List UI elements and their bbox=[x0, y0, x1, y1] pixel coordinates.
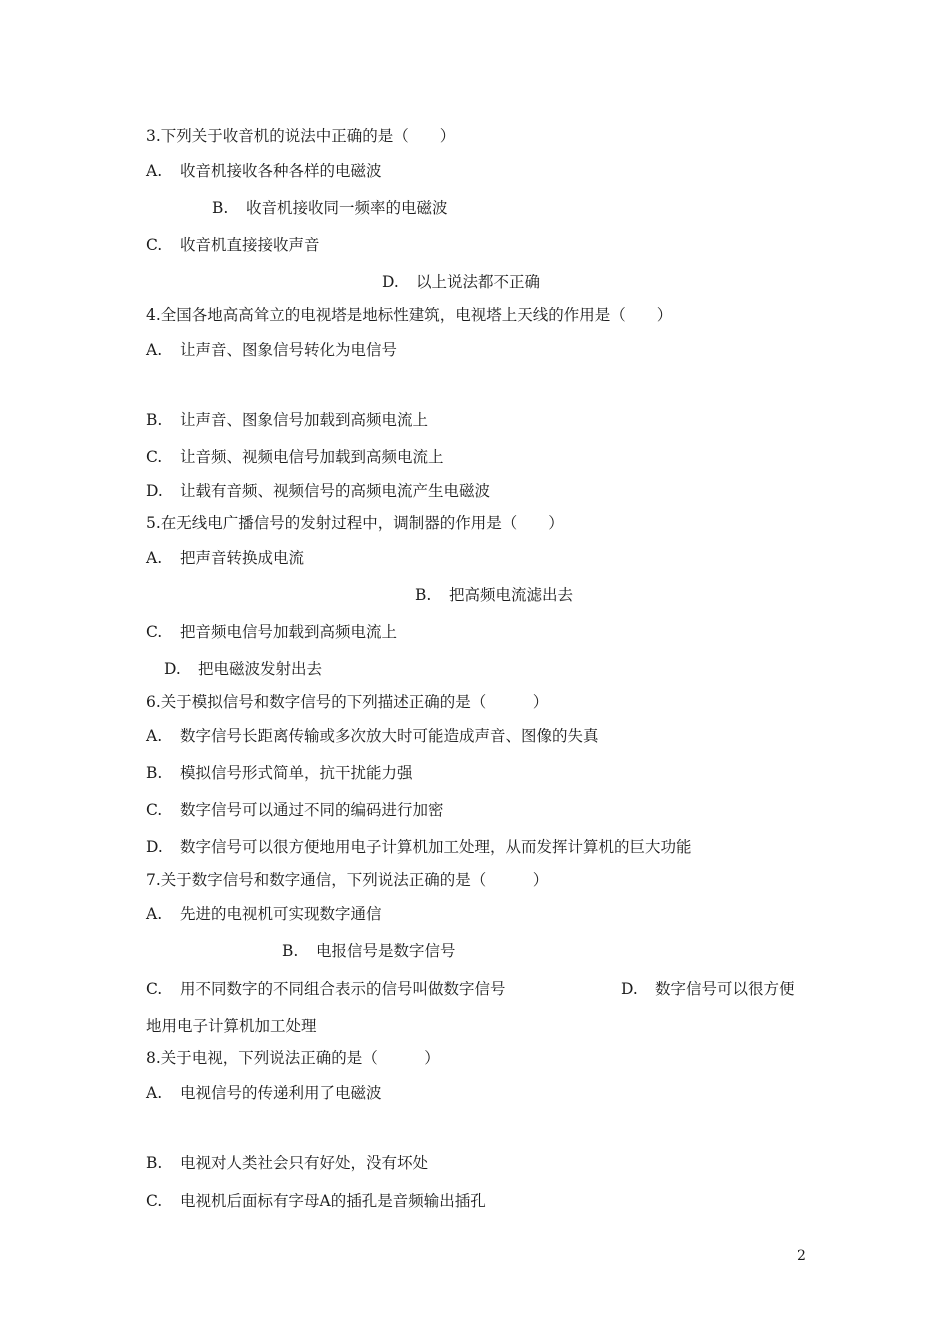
question-5-option-a bbox=[146, 548, 304, 568]
question-3-option-c bbox=[146, 235, 320, 255]
option-text: 数字信号可以很方便地用电子计算机加工处理，从而发挥计算机的巨大功能 bbox=[180, 838, 692, 856]
option-letter: C. bbox=[146, 448, 163, 466]
option-letter: B. bbox=[146, 411, 163, 429]
option-text: 电报信号是数字信号 bbox=[316, 942, 456, 960]
option-letter: B. bbox=[282, 942, 299, 960]
question-6-option-b bbox=[146, 763, 413, 783]
option-text: 数字信号可以很方便 bbox=[655, 980, 795, 998]
option-text: 收音机接收同一频率的电磁波 bbox=[246, 199, 448, 217]
question-7-stem: 7.关于数字信号和数字通信，下列说法正确的是（ ） bbox=[146, 871, 549, 889]
question-5-option-c bbox=[146, 622, 397, 642]
question-5-option-b bbox=[415, 585, 573, 605]
question-3-stem: 3.下列关于收音机的说法中正确的是（ ） bbox=[146, 127, 456, 145]
question-3-option-b bbox=[212, 198, 448, 218]
option-text: 让载有音频、视频信号的高频电流产生电磁波 bbox=[180, 482, 491, 500]
question-5-option-d bbox=[164, 659, 322, 679]
option-text: 让音频、视频电信号加载到高频电流上 bbox=[180, 448, 444, 466]
option-text: 用不同数字的不同组合表示的信号叫做数字信号 bbox=[180, 980, 506, 998]
question-4-option-d bbox=[146, 481, 490, 501]
question-7-option-d bbox=[621, 979, 795, 999]
question-3-option-a bbox=[146, 161, 382, 181]
option-text: 模拟信号形式简单，抗干扰能力强 bbox=[180, 764, 413, 782]
option-text: 把声音转换成电流 bbox=[180, 549, 305, 567]
question-7-option-d-continuation: 地用电子计算机加工处理 bbox=[146, 1017, 317, 1035]
option-text: 数字信号长距离传输或多次放大时可能造成声音、图像的失真 bbox=[180, 727, 599, 745]
option-text: 电视对人类社会只有好处，没有坏处 bbox=[180, 1154, 429, 1172]
option-letter: D. bbox=[146, 838, 163, 856]
option-text: 把音频电信号加载到高频电流上 bbox=[180, 623, 398, 641]
question-4-option-c bbox=[146, 447, 444, 467]
option-letter: D. bbox=[146, 482, 163, 500]
option-letter: D. bbox=[382, 273, 399, 291]
question-4-option-a bbox=[146, 340, 397, 360]
question-6-option-c bbox=[146, 800, 444, 820]
option-letter: C. bbox=[146, 623, 163, 641]
question-7-option-a bbox=[146, 904, 382, 924]
option-text: 先进的电视机可实现数字通信 bbox=[180, 905, 382, 923]
option-letter: B. bbox=[415, 586, 432, 604]
option-letter: D. bbox=[164, 660, 181, 678]
option-letter: C. bbox=[146, 980, 163, 998]
option-letter: B. bbox=[146, 1154, 163, 1172]
option-text: 电视信号的传递利用了电磁波 bbox=[180, 1084, 382, 1102]
option-text: 让声音、图象信号转化为电信号 bbox=[180, 341, 398, 359]
option-letter: A. bbox=[146, 905, 163, 923]
option-letter: A. bbox=[146, 1084, 163, 1102]
option-text: 把高频电流滤出去 bbox=[449, 586, 574, 604]
option-text: 把电磁波发射出去 bbox=[198, 660, 323, 678]
question-6-option-a bbox=[146, 726, 599, 746]
question-8-option-a bbox=[146, 1083, 382, 1103]
question-3-option-d bbox=[382, 272, 540, 292]
option-text: 收音机接收各种各样的电磁波 bbox=[180, 162, 382, 180]
question-4-option-b bbox=[146, 410, 428, 430]
question-8-option-b bbox=[146, 1153, 428, 1173]
option-letter: C. bbox=[146, 801, 163, 819]
option-letter: A. bbox=[146, 727, 163, 745]
page-number: 2 bbox=[797, 1248, 806, 1264]
question-8-option-c bbox=[146, 1191, 486, 1211]
option-letter: C. bbox=[146, 236, 163, 254]
option-letter: D. bbox=[621, 980, 638, 998]
question-6-stem: 6.关于模拟信号和数字信号的下列描述正确的是（ ） bbox=[146, 693, 549, 711]
option-letter: C. bbox=[146, 1192, 163, 1210]
option-text: 以上说法都不正确 bbox=[416, 273, 541, 291]
question-7-option-b bbox=[282, 941, 456, 961]
question-8-stem: 8.关于电视，下列说法正确的是（ ） bbox=[146, 1049, 440, 1067]
option-letter: B. bbox=[212, 199, 229, 217]
question-4-stem: 4.全国各地高高耸立的电视塔是地标性建筑，电视塔上天线的作用是（ ） bbox=[146, 306, 673, 324]
option-text: 让声音、图象信号加载到高频电流上 bbox=[180, 411, 429, 429]
option-letter: A. bbox=[146, 549, 163, 567]
option-text: 数字信号可以通过不同的编码进行加密 bbox=[180, 801, 444, 819]
question-5-stem: 5.在无线电广播信号的发射过程中，调制器的作用是（ ） bbox=[146, 514, 564, 532]
option-text: 收音机直接接收声音 bbox=[180, 236, 320, 254]
question-7-option-c bbox=[146, 979, 506, 999]
option-letter: B. bbox=[146, 764, 163, 782]
option-letter: A. bbox=[146, 341, 163, 359]
option-text: 电视机后面标有字母A的插孔是音频输出插孔 bbox=[180, 1192, 486, 1210]
question-6-option-d bbox=[146, 837, 692, 857]
option-letter: A. bbox=[146, 162, 163, 180]
